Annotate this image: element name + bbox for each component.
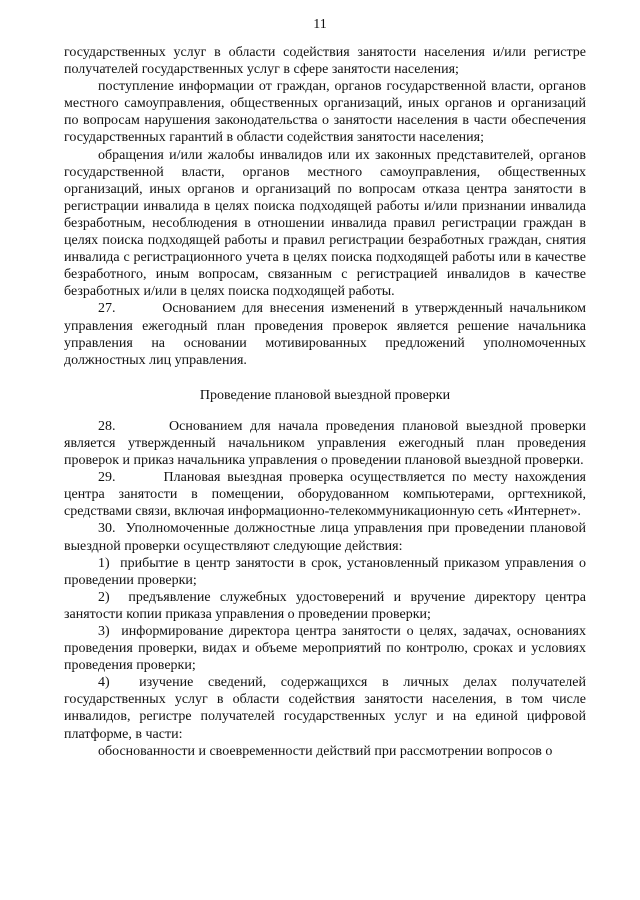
section-heading: Проведение плановой выездной проверки (199, 387, 451, 403)
clause-30: 30. Уполномоченные должностные лица управления при проведении плановой выездной проверки осуществляют следующие действия: (64, 521, 586, 554)
document-body (64, 44, 586, 760)
list-item-1: 1) прибытие в центр занятости в срок, установленный приказом управления о проведении проверки; (64, 555, 586, 588)
list-item-3: 3) информирование директора центра занятости о целях, задачах, основаниях проведения проверки, видах и объеме мероприятий по контролю, сроках и условиях проведения проверки; (64, 624, 586, 674)
list-item-2: 2) предъявление служебных удостоверений и вручение директору центра занятости копии приказа управления о проведении проверки; (64, 589, 586, 622)
paragraph-continuation: государственных услуг в области содействия занятости населения и/или регистре получателей государственных услуг в сфере занятости населения; (64, 45, 586, 78)
clause-28: 28. Основанием для начала проведения плановой выездной проверки является утвержденный начальником управления ежегодный план проведения проверок и приказ начальника управления о проведении плановой выездной проверки. (64, 418, 586, 469)
list-item-4: 4) изучение сведений, содержащихся в личных делах получателей государственных услуг в области содействия занятости населения, в том числе инвалидов, регистре получателей государственных услуг и на единой цифровой платформе, в части: (64, 675, 586, 742)
clause-27: 27. Основанием для внесения изменений в утвержденный начальником управления ежегодный план проведения проверок является решение начальника управления на основании мотивированных предложений уполномоченных должностных лиц управления. (64, 301, 586, 368)
paragraph: обращения и/или жалобы инвалидов или их законных представителей, органов государственной власти, органов местного самоуправления, общественных организаций, иных органов и организаций по вопросам отказа центра занятости в регистрации инвалида в целях поиска подходящей работы и/или признании инвалида безработным, несоблюдения в отношении инвалида правил регистрации граждан в целях поиска подходящей работы и правил регистрации безработных граждан, снятия инвалида с регистрационного учета в целях поиска подходящей работы или в качестве безработного, иным вопросам, связанным с регистрацией инвалидов в качестве безработных и/или в целях поиска подходящей работы. (64, 147, 586, 300)
paragraph-truncated: обоснованности и своевременности действий при рассмотрении вопросов о (98, 743, 553, 759)
page-number: 11 (313, 17, 327, 32)
clause-29: 29. Плановая выездная проверка осуществляется по месту нахождения центра занятости в помещении, оборудованном компьютерами, оргтехникой, средствами связи, включая информационно-телекоммуникационную сеть «Интернет». (64, 470, 586, 520)
paragraph: поступление информации от граждан, органов государственной власти, органов местного самоуправления, общественных организаций, иных органов и организаций по вопросам нарушения законодательства о занятости населения в части обеспечения государственных гарантий в области содействия занятости населения; (64, 79, 586, 146)
